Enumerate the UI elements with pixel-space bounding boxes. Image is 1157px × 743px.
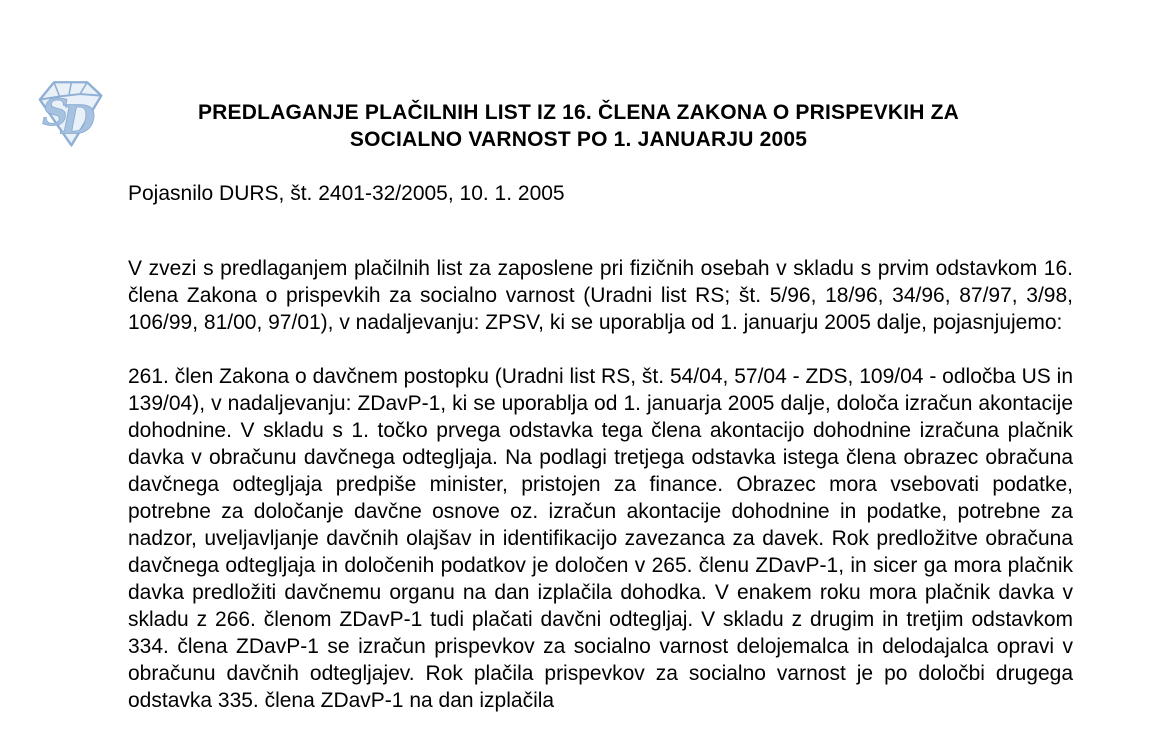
- document-title-line2: SOCIALNO VARNOST PO 1. JANUARJU 2005: [349, 128, 808, 151]
- document-reference: Pojasnilo DURS, št. 2401-32/2005, 10. 1. 2005: [128, 182, 565, 205]
- document-title-line1: PREDLAGANJE PLAČILNIH LIST IZ 16. ČLENA ZAKONA O PRISPEVKIH ZA: [197, 101, 960, 124]
- document-title: [87, 0, 1070, 153]
- logo-letter-d: D: [61, 97, 96, 144]
- paragraph: 261. člen Zakona o davčnem postopku (Uradni list RS, št. 54/04, 57/04 - ZDS, 109/04 - odločba US in 139/04), v nadaljevanju: ZDavP-1, ki se uporablja od 1. januarja 2005 dalje, določa izračun akontacije dohodnine. V skladu s 1. točko prvega odstavka tega člena akontacijo dohodnine izračuna plačnik davka v obračunu davčnega odtegljaja. Na podlagi tretjega odstavka istega člena obrazec obračuna davčnega odtegljaja predpiše minister, pristojen za finance. Obrazec mora vsebovati podatke, potrebne za določanje davčne osnove oz. izračun akontacije dohodnine in podatke, potrebne za nadzor, uveljavljanje davčnih olajšav in identifikacijo zavezanca za davek. Rok predložitve obračuna davčnega odtegljaja in določenih podatkov je določen v 265. členu ZDavP-1, in sicer ga mora plačnik davka predložiti davčnemu organu na dan izplačila dohodka. V enakem roku mora plačnik davka v skladu z 266. členom ZDavP-1 tudi plačati davčni odtegljaj. V skladu z drugim in tretjim odstavkom 334. člena ZDavP-1 se izračun prispevkov za socialno varnost delojemalca in delodajalca opravi v obračunu davčnih odtegljajev. Rok plačila prispevkov za socialno varnost je po določbi drugega odstavka 335. člena ZDavP-1 na dan izplačila: [128, 365, 1073, 712]
- sd-diamond-logo-icon: [28, 74, 110, 152]
- paragraph: V zvezi s predlaganjem plačilnih list za zaposlene pri fizičnih osebah v skladu s prvim odstavkom 16. člena Zakona o prispevkih za socialno varnost (Uradni list RS; št. 5/96, 18/96, 34/96, 87/97, 3/98, 106/99, 81/00, 97/01), v nadaljevanju: ZPSV, ki se uporablja od 1. januarju 2005 dalje, pojasnjujemo:: [128, 257, 1073, 334]
- logo-letter-s: S: [42, 90, 69, 134]
